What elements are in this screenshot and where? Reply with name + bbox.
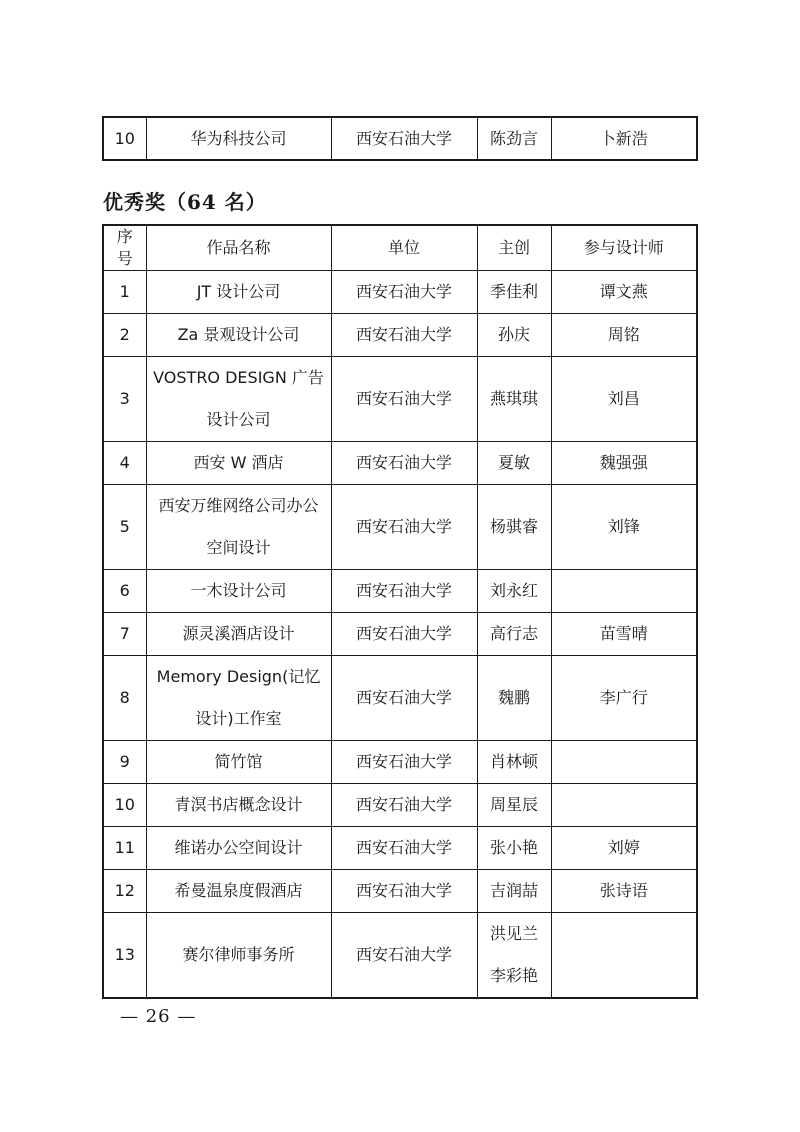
work-name: 源灵溪酒店设计 [146, 613, 331, 656]
row-number: 4 [103, 442, 146, 485]
table-row [103, 656, 697, 741]
unit: 西安石油大学 [331, 827, 477, 870]
work-name: 希曼温泉度假酒店 [146, 870, 331, 913]
co-designer [551, 741, 697, 784]
lead-designer: 周星辰 [477, 784, 551, 827]
header-lead-designer: 主创 [477, 225, 551, 271]
table-row [103, 827, 697, 870]
work-name: 华为科技公司 [146, 117, 331, 160]
co-designer: 谭文燕 [551, 271, 697, 314]
lead-designer: 魏鹏 [477, 656, 551, 741]
table-row [103, 913, 697, 999]
co-designer: 魏强强 [551, 442, 697, 485]
unit: 西安石油大学 [331, 613, 477, 656]
header-work-name: 作品名称 [146, 225, 331, 271]
work-name [146, 357, 331, 442]
table-row [103, 613, 697, 656]
section-title: 优秀奖（64 名） [103, 190, 267, 214]
unit: 西安石油大学 [331, 314, 477, 357]
work-name: Za 景观设计公司 [146, 314, 331, 357]
co-designer: 李广行 [551, 656, 697, 741]
table-row [103, 314, 697, 357]
unit: 西安石油大学 [331, 442, 477, 485]
lead-designer: 杨骐睿 [477, 485, 551, 570]
co-designer [551, 784, 697, 827]
lead-designer: 季佳利 [477, 271, 551, 314]
co-designer [551, 913, 697, 999]
unit: 西安石油大学 [331, 117, 477, 160]
co-designer: 刘锋 [551, 485, 697, 570]
lead-designer: 燕琪琪 [477, 357, 551, 442]
lead-designer: 高行志 [477, 613, 551, 656]
co-designer: 卜新浩 [551, 117, 697, 160]
lead-designer: 肖林顿 [477, 741, 551, 784]
unit: 西安石油大学 [331, 357, 477, 442]
row-number: 11 [103, 827, 146, 870]
lead-designer: 孙庆 [477, 314, 551, 357]
table-header-row [103, 225, 697, 271]
work-name-line1: 西安万维网络公司办公 [158, 496, 319, 515]
work-name-line2: 设计公司 [206, 410, 271, 429]
unit: 西安石油大学 [331, 741, 477, 784]
work-name: JT 设计公司 [146, 271, 331, 314]
work-name: 青溟书店概念设计 [146, 784, 331, 827]
row-number: 9 [103, 741, 146, 784]
work-name-line1: VOSTRO DESIGN 广告 [153, 368, 324, 387]
unit: 西安石油大学 [331, 570, 477, 613]
work-name: 赛尔律师事务所 [146, 913, 331, 999]
header-number-line2: 号 [116, 249, 133, 268]
table-row [103, 357, 697, 442]
row-number: 1 [103, 271, 146, 314]
excellence-award-table [102, 224, 698, 999]
work-name: 西安 W 酒店 [146, 442, 331, 485]
lead-designer [477, 913, 551, 999]
row-number: 6 [103, 570, 146, 613]
table-row [103, 741, 697, 784]
table-row [103, 117, 697, 160]
lead-designer: 吉润喆 [477, 870, 551, 913]
row-number: 10 [103, 784, 146, 827]
co-designer: 周铭 [551, 314, 697, 357]
work-name: 一木设计公司 [146, 570, 331, 613]
co-designer: 刘婷 [551, 827, 697, 870]
work-name: 简竹馆 [146, 741, 331, 784]
row-number: 12 [103, 870, 146, 913]
work-name [146, 656, 331, 741]
co-designer [551, 570, 697, 613]
table-row [103, 485, 697, 570]
row-number: 5 [103, 485, 146, 570]
header-number-line1: 序 [116, 227, 133, 246]
unit: 西安石油大学 [331, 485, 477, 570]
row-number: 13 [103, 913, 146, 999]
lead-designer: 张小艳 [477, 827, 551, 870]
lead-designer: 刘永红 [477, 570, 551, 613]
work-name: 维诺办公空间设计 [146, 827, 331, 870]
table-row [103, 784, 697, 827]
previous-award-table-continuation [102, 116, 698, 161]
work-name-line2: 设计)工作室 [195, 709, 282, 728]
work-name-line1: Memory Design(记忆 [156, 667, 321, 686]
header-co-designer: 参与设计师 [551, 225, 697, 271]
work-name [146, 485, 331, 570]
header-number [103, 225, 146, 271]
lead-designer: 陈劲言 [477, 117, 551, 160]
co-designer: 张诗语 [551, 870, 697, 913]
unit: 西安石油大学 [331, 656, 477, 741]
table-row [103, 570, 697, 613]
row-number: 2 [103, 314, 146, 357]
lead-designer-line1: 洪见兰 [489, 924, 538, 943]
unit: 西安石油大学 [331, 784, 477, 827]
row-number: 8 [103, 656, 146, 741]
co-designer: 苗雪晴 [551, 613, 697, 656]
lead-designer: 夏敏 [477, 442, 551, 485]
row-number: 3 [103, 357, 146, 442]
row-number: 7 [103, 613, 146, 656]
table-row [103, 870, 697, 913]
page-number: — 26 — [120, 1006, 197, 1027]
unit: 西安石油大学 [331, 271, 477, 314]
co-designer: 刘昌 [551, 357, 697, 442]
unit: 西安石油大学 [331, 870, 477, 913]
work-name-line2: 空间设计 [206, 538, 271, 557]
header-unit: 单位 [331, 225, 477, 271]
lead-designer-line2: 李彩艳 [489, 966, 538, 985]
unit: 西安石油大学 [331, 913, 477, 999]
table-row [103, 442, 697, 485]
table-row [103, 271, 697, 314]
row-number: 10 [103, 117, 146, 160]
